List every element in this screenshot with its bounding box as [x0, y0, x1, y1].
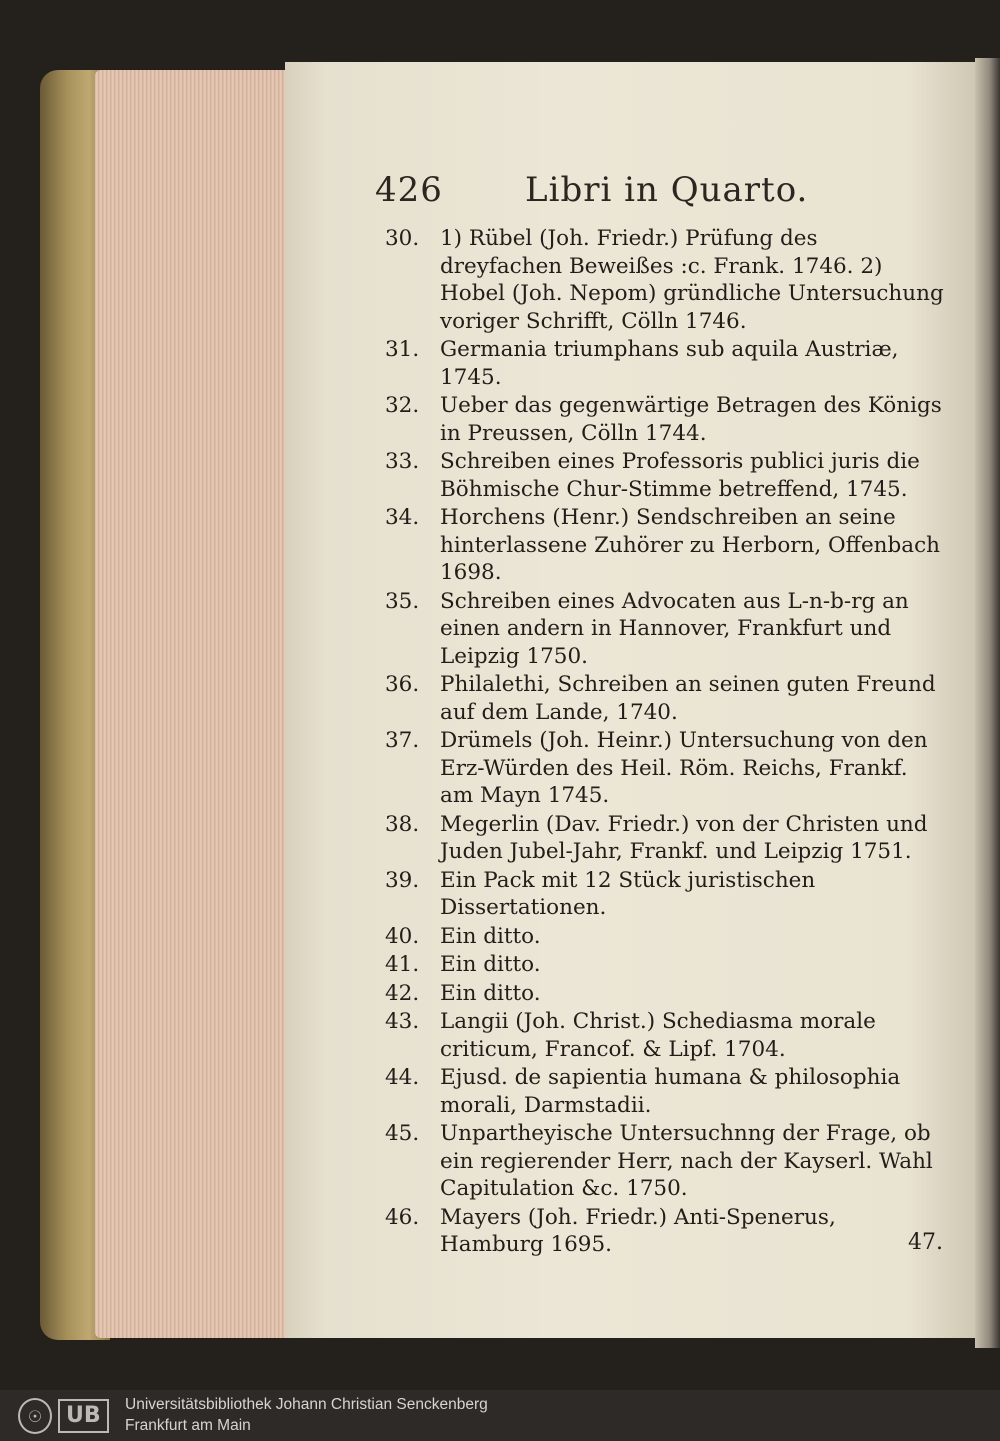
- footer-bar: [0, 1390, 1000, 1441]
- catalog-entry: [385, 588, 945, 671]
- entry-text: Germania triumphans sub aquila Austriæ, 1745.: [440, 337, 899, 390]
- entry-number: 46.: [385, 1204, 420, 1230]
- entry-number: 43.: [385, 1009, 420, 1034]
- catalog-entry: [385, 980, 945, 1008]
- catalog-entries: [385, 225, 945, 1260]
- running-title: Libri in Quarto.: [525, 170, 809, 210]
- entry-number: 44.: [385, 1065, 420, 1090]
- page-header: [375, 170, 855, 210]
- seal-icon: ☉: [18, 1398, 52, 1434]
- logo-text: UB: [58, 1399, 109, 1433]
- entry-number: 34.: [385, 505, 420, 530]
- entry-number: 40.: [385, 923, 420, 949]
- institution-line-2: Frankfurt am Main: [125, 1417, 251, 1434]
- entry-text: Ein Pack mit 12 Stück juristischen Dissertationen.: [440, 867, 816, 920]
- entry-number: 30.: [385, 226, 420, 251]
- catalog-entry: [385, 867, 945, 922]
- catalog-entry: [385, 1008, 945, 1063]
- catalog-entry: [385, 392, 945, 447]
- institution-line-1: Universitätsbibliothek Johann Christian Senckenberg: [125, 1396, 488, 1413]
- library-logo: [18, 1398, 109, 1434]
- catalog-entry: [385, 923, 945, 951]
- catalog-entry: [385, 336, 945, 391]
- catalog-entry: [385, 811, 945, 866]
- entry-text: Megerlin (Dav. Friedr.) von der Christen und Juden Jubel-Jahr, Frankf. und Leipzig 1751.: [440, 811, 928, 864]
- institution-name: [125, 1394, 488, 1436]
- entry-text: Mayers (Joh. Friedr.) Anti-Spenerus, Hamburg 1695.: [440, 1204, 836, 1257]
- entry-text: Ein ditto.: [440, 923, 541, 949]
- entry-number: 31.: [385, 337, 420, 362]
- entry-text: Langii (Joh. Christ.) Schediasma morale criticum, Francof. & Lipf. 1704.: [440, 1009, 876, 1062]
- catalog-entry: [385, 225, 945, 335]
- entry-text: Horchens (Henr.) Sendschreiben an seine hinterlassene Zuhörer zu Herborn, Offenbach 1698.: [440, 505, 940, 585]
- entry-number: 39.: [385, 867, 420, 893]
- entry-text: Ein ditto.: [440, 980, 541, 1006]
- catalog-entry: [385, 951, 945, 979]
- entry-text: Schreiben eines Advocaten aus L-n-b-rg an einen andern in Hannover, Frankfurt und Leipzig 1750.: [440, 588, 909, 669]
- catalog-entry: [385, 504, 945, 587]
- page-block-edge: [95, 70, 295, 1338]
- catalog-entry: [385, 1120, 945, 1203]
- entry-text: Unpartheyische Untersuchnng der Frage, ob ein regierender Herr, nach der Kayserl. Wahl Capitulation &c. 1750.: [440, 1121, 933, 1201]
- entry-number: 42.: [385, 980, 420, 1006]
- catalog-entry: [385, 448, 945, 503]
- facing-page-edge: [975, 58, 1000, 1348]
- entry-text: Ejusd. de sapientia humana & philosophia morali, Darmstadii.: [440, 1065, 901, 1118]
- entry-number: 38.: [385, 811, 420, 837]
- catalog-entry: [385, 1204, 945, 1259]
- catalog-entry: [385, 671, 945, 726]
- entry-text: 1) Rübel (Joh. Friedr.) Prüfung des dreyfachen Beweißes :c. Frank. 1746. 2) Hobel (Joh. Nepom) gründliche Untersuchung voriger Schrifft, Cölln 1746.: [440, 226, 944, 334]
- entry-number: 35.: [385, 588, 420, 614]
- entry-number: 32.: [385, 393, 420, 418]
- entry-text: Philalethi, Schreiben an seinen guten Freund auf dem Lande, 1740.: [440, 672, 936, 725]
- entry-text: Ueber das gegenwärtige Betragen des Königs in Preussen, Cölln 1744.: [440, 393, 942, 446]
- page-number: 426: [375, 170, 443, 210]
- entry-number: 45.: [385, 1121, 420, 1146]
- entry-text: Ein ditto.: [440, 952, 541, 977]
- entry-number: 41.: [385, 952, 420, 977]
- catalog-entry: [385, 727, 945, 810]
- entry-text: Drümels (Joh. Heinr.) Untersuchung von den Erz-Würden des Heil. Röm. Reichs, Frankf. am Mayn 1745.: [440, 728, 928, 808]
- entry-number: 36.: [385, 672, 420, 697]
- entry-number: 33.: [385, 449, 420, 474]
- catalog-entry: [385, 1064, 945, 1119]
- entry-number: 37.: [385, 728, 420, 753]
- catchword: 47.: [908, 1230, 943, 1255]
- entry-text: Schreiben eines Professoris publici juris die Böhmische Chur-Stimme betreffend, 1745.: [440, 449, 920, 502]
